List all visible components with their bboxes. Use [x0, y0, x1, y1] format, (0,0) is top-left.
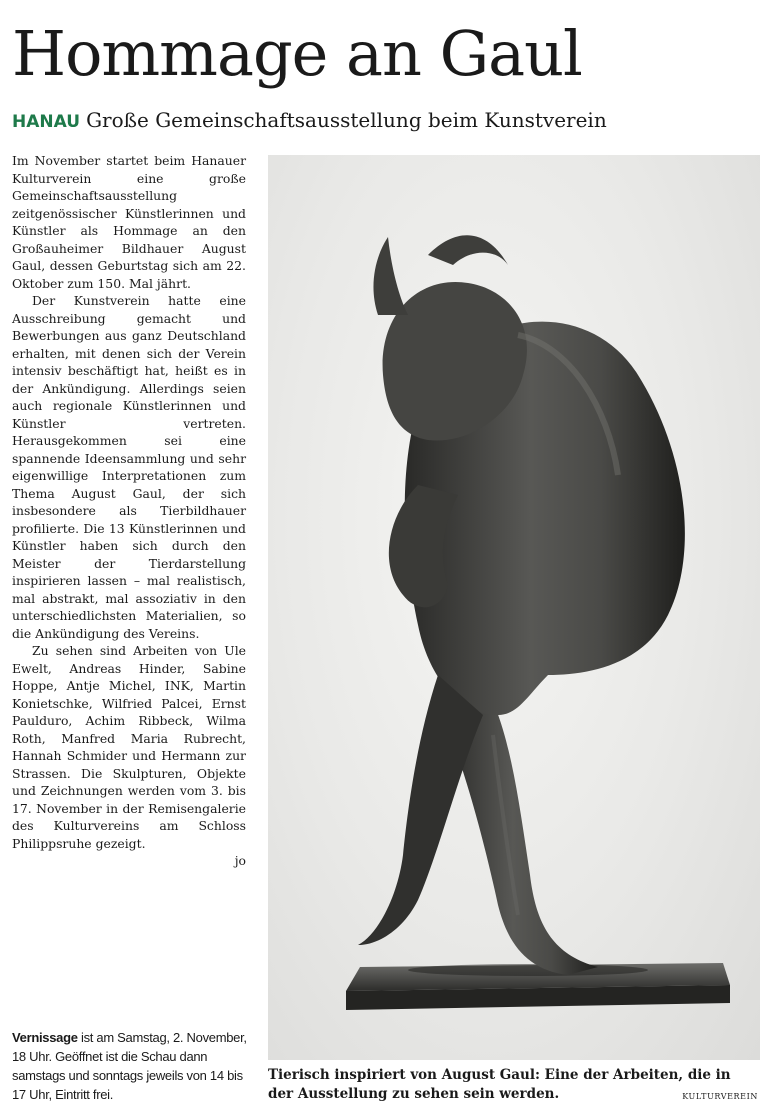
sculpture-photo — [268, 155, 760, 1060]
author-initials: jo — [234, 853, 246, 868]
event-info-text: ist am Samstag, 2. November, 18 Uhr. Geöffnet ist die Schau dann samstags und sonntags jeweils von 14 bis 17 Uhr, Eintritt frei. — [12, 1030, 247, 1102]
sculpture-leg-left — [358, 675, 483, 945]
event-info-lead: Vernissage — [12, 1030, 78, 1045]
article-body — [12, 152, 246, 870]
subheadline-line — [12, 104, 607, 138]
sculpture-horn-left — [373, 237, 408, 315]
sculpture-illustration — [268, 155, 760, 1060]
photo-caption: Tierisch inspiriert von August Gaul: Eine der Arbeiten, die in der Ausstellung zu sehen sein werden. — [268, 1067, 731, 1102]
paragraph-2: Der Kunstverein hatte eine Ausschreibung gemacht und Bewerbungen aus ganz Deutschland erhalten, mit denen sich der Verein intensiv beschäftigt hat, heißt es in der Ankündigung. Allerdings seien auch regionale Künstlerinnen und Künstler vertreten. Herausgekommen sei eine spannende Ideensammlung und sehr eigenwillige Interpretationen zum Thema August Gaul, der sich insbesondere als Tierbildhauer profilierte. Die 13 Künstlerinnen und Künstler haben sich durch den Meister der Tierdarstellung inspirieren lassen – mal realistisch, mal abstrakt, mal assoziativ in den unterschiedlichsten Materialien, so die Ankündigung des Vereins. — [12, 293, 246, 641]
event-info — [12, 1028, 248, 1104]
sculpture-horn-right — [428, 235, 508, 265]
photo-credit: KULTURVEREIN — [682, 1092, 758, 1101]
kicker: HANAU — [12, 112, 81, 132]
paragraph-3: Zu sehen sind Arbeiten von Ule Ewelt, Andreas Hinder, Sabine Hoppe, Antje Michel, INK, Martin Konietschke, Wilfried Palcei, Ernst Paulduro, Achim Ribbeck, Wilma Roth, Manfred Maria Rubrecht, Hannah Schmider und Hermann zur Strassen. Die Skulpturen, Objekte und Zeichnungen werden vom 3. bis 17. November in der Remisengalerie des Kulturvereins am Schloss Philippsruhe gezeigt. — [12, 643, 246, 851]
paragraph-1: Im November startet beim Hanauer Kulturverein eine große Gemeinschaftsausstellung zeitgenössischer Künstlerinnen und Künstler als Hommage an den Großauheimer Bildhauer August Gaul, dessen Geburtstag sich am 22. Oktober zum 150. Mal jährt. — [12, 153, 246, 291]
headline: Hommage an Gaul — [12, 17, 582, 90]
subheadline: Große Gemeinschaftsausstellung beim Kunstverein — [86, 108, 607, 132]
